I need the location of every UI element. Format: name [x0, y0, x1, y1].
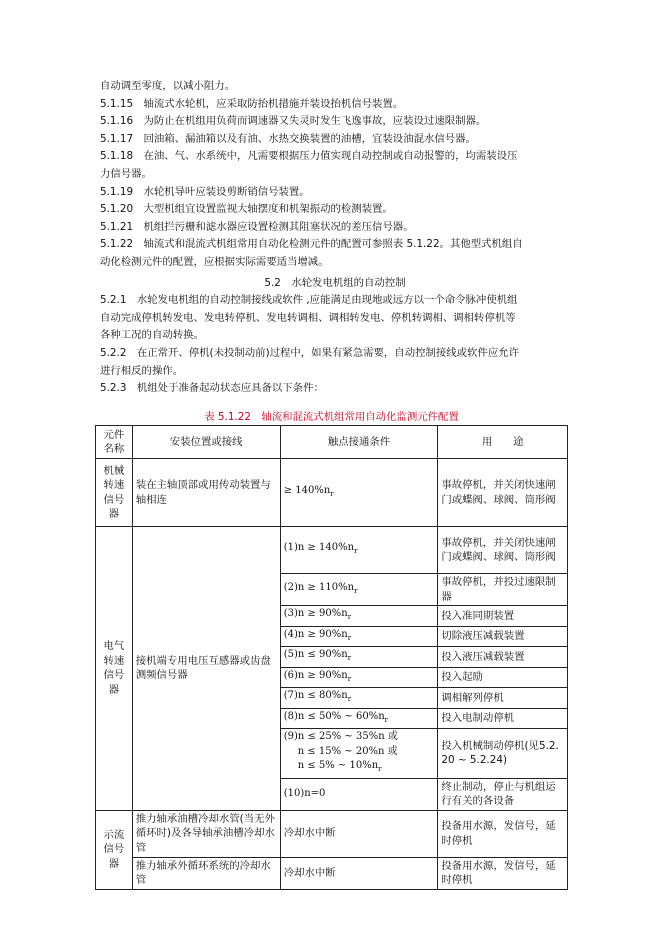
text-line: 5.1.22 轴流式和混流式机组常用自动化检测元件的配置可参照表 5.1.22。其他型式机组自: [100, 238, 523, 251]
location-cell: 推力轴承油槽冷却水管(当无外循环时)及各导轴承油槽冷却水管: [132, 810, 280, 857]
condition-cell: 冷却水中断: [280, 857, 438, 889]
text-line: 动化检测元件的配置，应根据实际需要适当增减。: [100, 255, 329, 268]
condition-cell: (9)n ≤ 25% ~ 35%n 或 n ≤ 15% ~ 20%n 或 n ≤ 5% ~ $10\%n_r$: [280, 729, 438, 779]
text-line: 5.2.3 机组处于准备起动状态应具备以下条件：: [100, 382, 324, 395]
text-line: 5.1.21 机组拦污栅和滤水器应设置检测其阻塞状况的差压信号器。: [100, 220, 414, 233]
use-cell: 事故停机，并关闭快速闸门或蝶阀、球阀、筒形阀: [438, 527, 568, 574]
location-cell: 推力轴承外循环系统的冷却水管: [132, 857, 280, 889]
text-line: 5.1.16 为防止在机组用负荷而调速器又失灵时发生飞逸事故，应装设过速限制器。: [100, 115, 487, 128]
use-cell: 投入电制动停机: [438, 708, 568, 729]
condition-cell: $(3)n \ge 90\%n_r$: [280, 606, 438, 627]
location-cell: 装在主轴顶部或用传动装置与轴相连: [132, 459, 280, 527]
header-cell: 元件名称: [96, 426, 133, 459]
condition-cell: (8)n ≤ 50% ~ $60\%n_r$: [280, 708, 438, 729]
text-line: 5.2.1 水轮发电机组的自动控制接线或软件 ,应能满足由现地或远方以一个命令脉冲使机组: [100, 294, 518, 307]
condition-cell: $(2)n \ge 110\%n_r$: [280, 574, 438, 606]
use-cell: 投备用水源，发信号，延时停机: [438, 810, 568, 857]
text-line: 自动调至零度，以减小阻力。: [100, 80, 236, 92]
use-cell: 事故停机，并投过速限制器: [438, 574, 568, 606]
text-line: 进行相反的操作。: [100, 364, 184, 377]
config-table: [95, 425, 568, 890]
condition-cell: ≥ $140\%n_r$: [280, 459, 438, 527]
table-header-row: [96, 426, 568, 459]
body-text: [100, 78, 570, 398]
condition-cell: $(7)n \le 80\%n_r$: [280, 688, 438, 709]
element-name-cell: 电气转速信号器: [96, 527, 133, 811]
header-cell: 安装位置或接线: [132, 426, 280, 459]
condition-cell: (10)n=0: [280, 778, 438, 810]
table-caption: 表 5.1.22 轴流和混流式机组常用自动化监测元件配置: [204, 411, 459, 423]
use-cell: 投入液压减载装置: [438, 647, 568, 668]
condition-cell: $(6)n \ge 90\%n_r$: [280, 667, 438, 688]
text-line: 自动完成停机转发电、发电转停机、发电转调相、调相转发电、停机转调相、调相转停机等: [100, 311, 516, 324]
text-line: 5.1.20 大型机组宜设置监视大轴摆度和机架振动的检测装置。: [100, 203, 393, 216]
text-line: 5.2.2 在正常开、停机(未投制动前)过程中，如果有紧急需要，自动控制接线或软件应允许: [100, 346, 519, 359]
text-line: 力信号器。: [100, 167, 152, 180]
text-line: 5.1.17 回油箱、漏油箱以及有油、水热交换装置的油槽，宜装设油混水信号器。: [100, 132, 476, 145]
table-row: [96, 857, 568, 889]
text-line: 5.1.15 轴流式水轮机，应采取防抬机措施并装设抬机信号装置。: [100, 97, 404, 110]
text-line: 5.1.19 水轮机导叶应装设剪断销信号装置。: [100, 185, 310, 198]
use-cell: 终止制动，停止与机组运行有关的各设备: [438, 778, 568, 810]
header-cell: 用 途: [438, 426, 568, 459]
table-row: [96, 459, 568, 527]
condition-cell: $(4)n \ge 90\%n_r$: [280, 626, 438, 647]
condition-cell: $(5)n \le 90\%n_r$: [280, 647, 438, 668]
use-cell: 投入起励: [438, 667, 568, 688]
use-cell: 投备用水源，发信号，延时停机: [438, 857, 568, 889]
use-cell: 调相解列停机: [438, 688, 568, 709]
condition-cell: $(1)n \ge 140\%n_r$: [280, 527, 438, 574]
text-line: 5.1.18 在油、气、水系统中，凡需要根据压力值实现自动控制或自动报警的，均需装设压: [100, 150, 518, 163]
use-cell: 事故停机，并关闭快速闸门或蝶阀、球阀、筒形阀: [438, 459, 568, 527]
location-cell: 接机端专用电压互感器或齿盘测频信号器: [132, 527, 280, 811]
use-cell: 投入准同期装置: [438, 606, 568, 627]
table-row: [96, 810, 568, 857]
use-cell: 切除液压减载装置: [438, 626, 568, 647]
text-line: 各种工况的自动转换。: [100, 329, 204, 342]
condition-cell: 冷却水中断: [280, 810, 438, 857]
table-row: [96, 527, 568, 574]
element-name-cell: 示流信号器: [96, 810, 133, 889]
use-cell: 投入机械制动停机(见5.2.20 ~ 5.2.24): [438, 729, 568, 779]
header-cell: 触点接通条件: [280, 426, 438, 459]
section-title: 5.2 水轮发电机组的自动控制: [264, 276, 406, 289]
element-name-cell: 机械转速信号器: [96, 459, 133, 527]
